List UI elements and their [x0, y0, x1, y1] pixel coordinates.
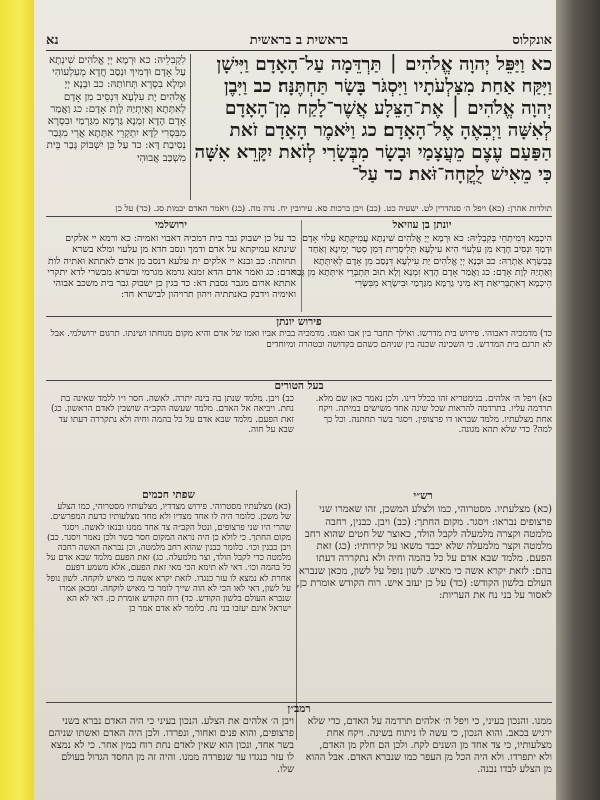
rashi-title: רש״י [413, 490, 433, 502]
book-page [34, 0, 564, 800]
baal-haturim-left: כב) ויבן. מלמד שנתן בה בינה יתרה. לאשה. חסר ו״ו ללמד שאינה בת נחת. ויביאה אל האדם. מלמד שעשה הקב״ה שושבין לאדם הראשון. כג) זאת הפעם. מלמד שבא אדם על כל בהמה וחיה ולא נתקררה דעתו עד שבא על חוה. [51, 393, 294, 435]
baal-haturim-title: בעל הטורים [274, 380, 324, 392]
book-edge [0, 0, 34, 800]
sifsei-title: שפתי חכמים [142, 490, 195, 501]
page-number: נא [46, 33, 59, 48]
ramban-right: ממנו. והנכון בעיני, כי ויפל ה׳ אלהים תרדמה על האדם, כדי שלא ירגיש בכאב. והוא הנכון, כי עשה לו ניתוח בשינה. ויקח אחת מצלעותיו, כי צד אחד מן השנים לקח. ולכן הם חלק מן האדם, ולא יתפרדו. ולא היה הכל מן העפר כמו שנברא האדם. אבל ההוא מן הצלע לבדו נבנה. [305, 716, 552, 775]
header-rule [46, 50, 552, 51]
onkelos-column [46, 54, 191, 200]
onkelos-label: אונקלוס [512, 33, 552, 48]
peirush-text: כד) מדמכיה דאבוהי. פירוש בית מדרשו. ואילך תחבר בין אבו ואמו. מדמכיה בבית אביו ואמו של אדם והיא מקום מנוחתו ושינתו. תרגום ירושלמי. אבל לא תרגם בית המדרש. כי השכינה שכנה בין שניהם כשהם בקדושה ובטהרה ומיוחדים [50, 329, 552, 350]
yerushalmi-text: כד על כן ישבוק גבר בית דמכיה דאבוי ואמיה: כא ורמא יי אלקים שינתא עמיקתא על אדם ודמך ונסב חדא מן עלעוי ומלא בשרא תחותה: כב ובנא יי אלקים ית עלעא דנסב מן אדם לאתתא ואתיה לות אדם: כג ואמר אדם הדא זמנא גרמא מגרמי ובשרא מבשרי לדא יתקרי אתתא ארום מגבר נסבת דא: כד בגין כן ישבוק גבר בית משכב אבוהי ואימיה וידבק באנתתיה ויהון תרויהון לבישרא חד: [47, 233, 296, 301]
rashi-commentary [294, 490, 552, 700]
ramban-left: ויבן ה׳ אלהים את הצלע. הנכון בעיני כי היה האדם נברא בשני פרצופים, והוא פנים ואחור, ונפרדו. ולכן היה האדם ואשתו שניהם בשר אחד, ונכון הוא שאין לאדם נחת רוח במין אחר. כי לא נמצא לו עזר כנגדו עד שנפרדה ממנו. והיה זה מן החסד הגדול בעולם שלו. [48, 716, 294, 775]
peirush-yonatan [46, 316, 552, 379]
rashi-text: (כא) מצלעתיו. מסטרוהי, כמו ולצלע המשכן, זהו שאמרו שני פרצופים נבראו: ויסגר. מקום החתך: (כב) ויבן. כבנין, רחבה מלמטה וקצרה מלמעלה לקבל הולד, כאוצר של חטים שהוא רחב מלמטה וקצר מלמעלה שלא יכבד משאו על קירותיו: (כג) זאת הפעם. מלמד שבא אדם על כל בהמה וחיה ולא נתקררה דעתו בהם: לזאת יקרא אשה כי מאיש. לשון נופל על לשון, מכאן שנברא העולם בלשון הקודש: (כד) על כן יעזב איש. רוח הקודש אומרת כן, לאסור על בני נח את העריות: [296, 504, 552, 602]
ramban-header [46, 702, 552, 717]
baal-haturim-right: כא) ויפל ה׳ אלהים. בגימטריא זהו בכלל דינו. ולכן נאמר כאן שם מלא. תרדמה עליו. בתרדמה להראות שכל שינה אחד משישים במיתה. ויקח אחת מצלעתיו. מלמד שבראו דו פרצופין. ויסגר בשר תחתנה. וכל כך למה? כדי שלא תהא מגונה. [315, 393, 552, 435]
yonatan-text: הִיכְמַא דְּמִיתְחֵי בְּקִבְלֵיהּ: כא וּרְמָא יְיָ אֱלֹהִים שִׁינְתָא עֲמִיקְתָא עֲלוֹי אָדָם וּדְמַךְ וּנְסִיב חָדָא מִן עִלְעוֹי הִיא עִילְעָא תְּלִיסְרַית דְּמִן סְטַר יְמִינָא וְאַחַד בְּבִשְׂרָא אַתְרַהּ: כב וּבְנָא יְיָ אֱלֹהִים יַת עִילְעָא דִּנְסַב מִן אָדָם לְאִיתְּתָא וְאַתְיַהּ לְוָת אָדָם: כג וַאֲמַר אָדָם הָדָא זִמְנָא וְלָא תוּב תִּתְבְּרֵי אִיתְּתָא מִן גְּבַר הֵיכְמָא דְאִתְבְּרִיאַת דָּא מִינִי גַרְמָא מִגַּרְמַי וּבִישְׂרָא מִבִּשְׂרִי [292, 233, 552, 290]
page-title: בראשית ב בראשית [249, 33, 349, 48]
yonatan-column [292, 220, 552, 312]
running-head [46, 30, 552, 50]
ramban-commentary [46, 716, 552, 800]
sifsei-text: (כא) מצלעתיו מסטרוהי. פירוש מצדדיו, מצלעותיו מסטרוהי, כמו הצלע של משכן. כלומר היה לו אחד מצדיו ולא מחד מצלעותיו כדעת המפרשים. שהרי היו שני פרצופים, ונטל הקב״ה צד אחד ממנו ובנאו לאשה. ויסגר מקום החתך. כי לולא כן היה נראה המקום חסר בשר ולכן נאמר ויסגר. כב) ויבן כבנין וכו׳. כלומר כבנין שהוא רחב מלמטה, וכן נבראה האשה רחבה מלמטה כדי לקבל הולד, וצר מלמעלה. כג) זאת הפעם מלמד שבא אדם על כל בהמה וכו׳. דאי לא תימא הכי מאי זאת הפעם, אלא משמע דפעם אחרת לא נמצא לו עזר כנגדו. לזאת יקרא אשה כי מאיש לוקחה. לשון נופל על לשון, דאי לאו הכי לא הוה שייך לומר כי מאיש לוקחה. ומכאן אמרו שנברא העולם בלשון הקודש. כד) רוח הקודש אומרת כן. דאי לא הא ישראל אינם יעזבו בני נח. כלומר לא אדם אמר כן [46, 502, 291, 615]
book-gutter-shadow [556, 0, 600, 800]
main-text-block [46, 54, 552, 200]
yonatan-title: יונתן בן עוזיאל [392, 220, 452, 231]
column-divider [301, 220, 302, 312]
targum-block [46, 220, 552, 312]
peirush-title: פירוש יונתן [276, 316, 322, 328]
baal-haturim [46, 380, 552, 491]
yerushalmi-column [46, 220, 296, 312]
verse-text: כא וַיַּפֵּל יְהוָה אֱלֹהִים ׀ תַּרְדֵּמָה עַל־הָאָדָם וַיִּישָׁן וַיִּקַּח אַחַת מִצַּלְעֹתָיו וַיִּסְגֹּר בָּשָׂר תַּחְתֶּנָּה׃ כב וַיִּבֶן יְהוָה אֱלֹהִים ׀ אֶת־הַצֵּלָע אֲשֶׁר־לָקַח מִן־הָאָדָם לְאִשָּׁה וַיְבִאֶהָ אֶל־הָאָדָם׃ כג וַיֹּאמֶר הָאָדָם זֹאת הַפַּעַם עֶצֶם מֵעֲצָמַי וּבָשָׂר מִבְּשָׂרִי לְזֹאת יִקָּרֵא אִשָּׁה כִּי מֵאִישׁ לֻקֳחָה־זֹּאת׃ כד עַל־ [194, 54, 552, 185]
references-line: תולדות אהרן: (כא) ויפל ה׳ סנהדרין לט. ישעיה כט. (כב) ויבן ברכות סא. עירובין יח. נדה מה. (כג) ויאמר האדם יבמות סג. (כד) על כן [46, 204, 552, 217]
torah-verses [192, 54, 552, 200]
onkelos-text: לִקְבִלֵיהּ: כא וּרְמָא יְיָ אֱלֹהִים שִׁינְתָא עַל אָדָם וּדְמִיךְ וּנְסַב חֲדָא מֵעִלְעוֹהִי וּמְלָא בִסְרָא תְּחוֹתַהּ: כב וּבְנָא יְיָ אֱלֹהִים יָת עִלְעָא דִּנְסֵיב מִן אָדָם לְאִתְּתָא וְאַיְתְיַהּ לְוָת אָדָם: כג וַאֲמַר אָדָם הָדָא זִמְנָא גַּרְמָא מִגַּרְמַי וּבִסְרָא מִבִּסְרִי לְדָא יִתְקְרֵי אִתְּתָא אֲרֵי מִגְּבַר נְסִיבַת דָּא: כד עַל כֵּן יִשְׁבּוֹק גְּבַר בֵּית מִשְׁכַּב אֲבוּהִי [46, 54, 186, 164]
yerushalmi-title: ירושלמי [155, 220, 187, 231]
ramban-title: רמב״ן [287, 703, 311, 715]
